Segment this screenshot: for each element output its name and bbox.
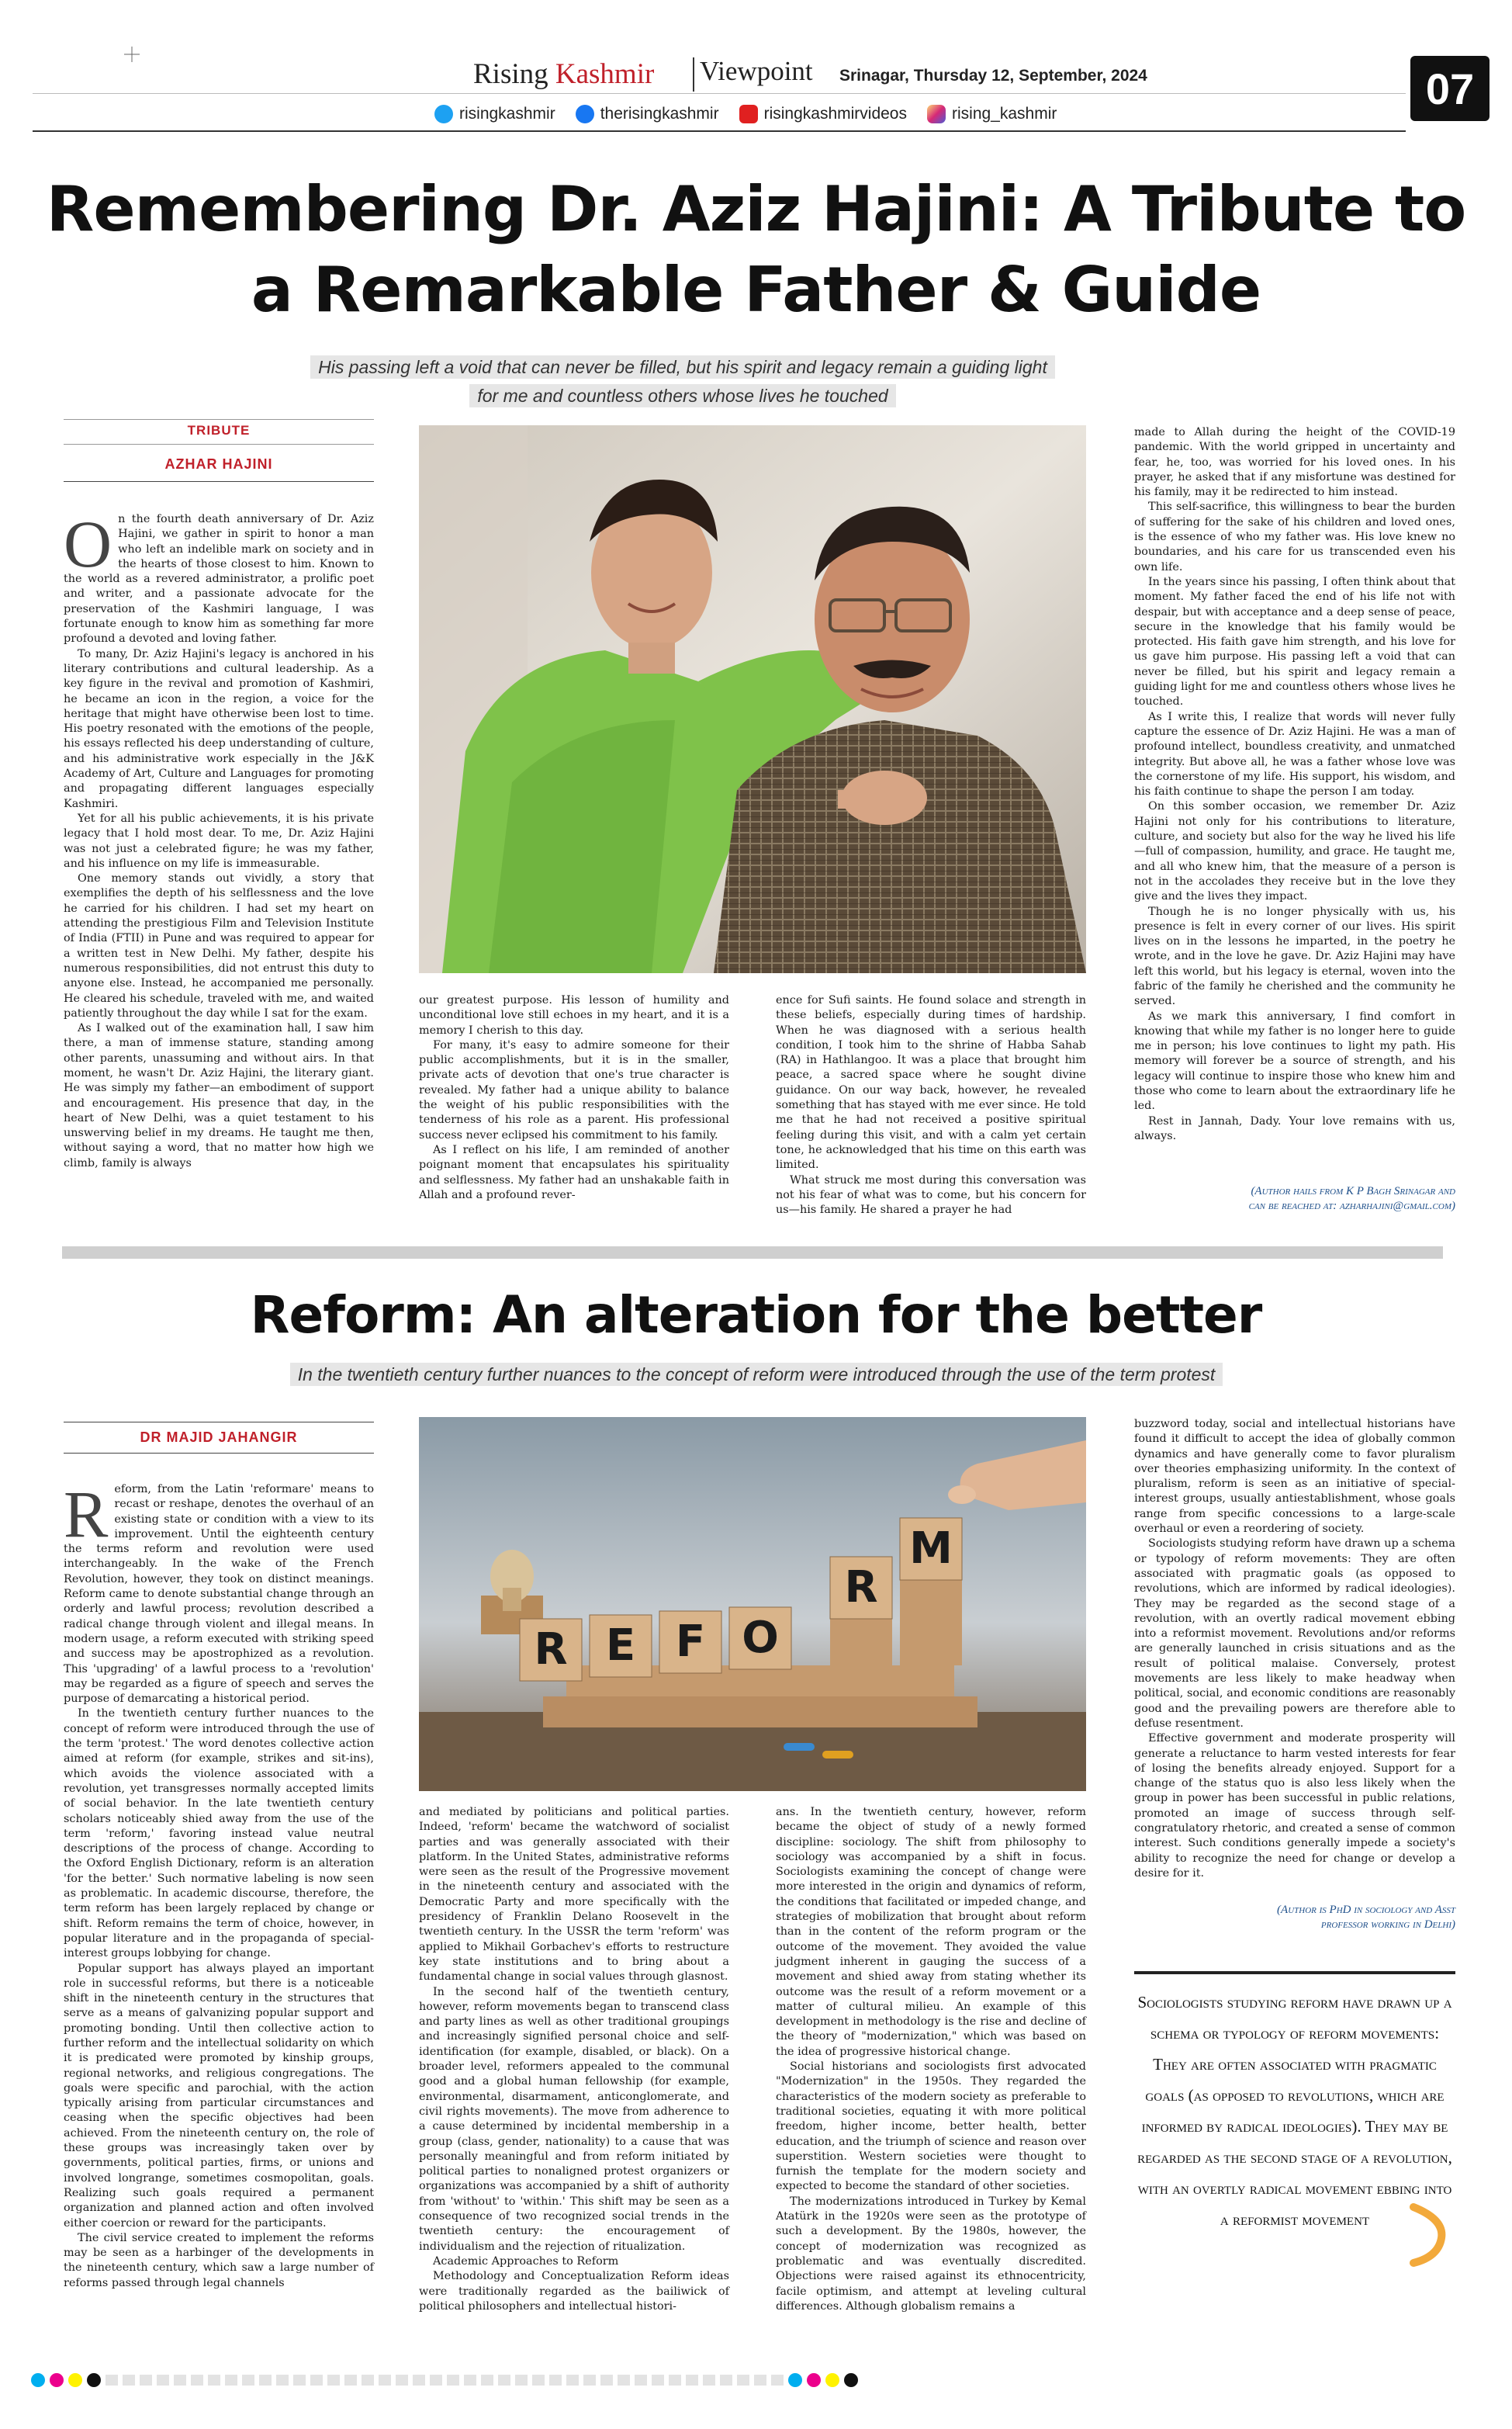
article2-deck-text: In the twentieth century further nuances to the concept of reform were introduced through the use of the term protest <box>290 1363 1223 1386</box>
article1-headline-line1: Remembering Dr. Aziz Hajini: A Tribute to <box>46 173 1466 245</box>
youtube-icon <box>739 105 758 123</box>
social-instagram[interactable] <box>927 105 1057 123</box>
yellow-swatch <box>825 2373 839 2387</box>
paragraph: Social historians and sociologists first advocated "Modernization" in the 1950s. They regarded the characteristics of the modern society as preferable to traditional societies, equating it with more political freedom, higher income, better health, better education, and the triumph of science and reason over superstition. Western societies were thought to furnish the template for the modern society and expected to become the standard of other societies. <box>776 2060 1086 2193</box>
tint-tile <box>293 2375 306 2386</box>
tint-tile <box>703 2375 715 2386</box>
article1-deck-line1: His passing left a void that can never be filled, but his spirit and legacy remain a guiding light <box>310 355 1055 379</box>
paragraph: Yet for all his public achievements, it is his private legacy that I hold most dear. To me, Dr. Aziz Hajini was not just a celebrated figure; he was my father, and his influence on my life is immeasurable. <box>64 812 374 870</box>
paragraph: Rest in Jannah, Dady. Your love remains with us, always. <box>1134 1114 1455 1142</box>
tint-tile <box>310 2375 323 2386</box>
paragraph: As I walked out of the examination hall, I saw him there, a man of immense stature, standing among other parents, unassuming and without airs. In that moment, he wasn't Dr. Aziz Hajini, the literary giant. He was simply my father—an embodiment of support and encouragement. His presence that day, in the heart of New Delhi, was a quiet testament to his unswerving belief in my dreams. He taught me then, without saying a word, that no matter how high we climb, family is always <box>64 1022 374 1169</box>
cyan-swatch <box>788 2373 802 2387</box>
paragraph: As I reflect on his life, I am reminded of another poignant moment that encapsulates his spirituality and selflessness. My father had an unshakable faith in Allah and a profound rever- <box>419 1143 729 1201</box>
paragraph: Methodology and Conceptualization Reform ideas were traditionally regarded as the bailiwick of political philosophers and intellectual histori- <box>419 2270 729 2313</box>
section-divider <box>62 1246 1443 1259</box>
tint-tile <box>208 2375 220 2386</box>
father-son-photo <box>419 425 1086 973</box>
article2-column-1 <box>64 1477 374 2289</box>
tint-tile <box>327 2375 340 2386</box>
tint-tile <box>430 2375 442 2386</box>
social-twitter[interactable] <box>434 105 555 123</box>
social-handles <box>434 101 1057 127</box>
instagram-icon <box>927 105 946 123</box>
article1-headline <box>31 169 1481 331</box>
pullquote: Sociologists studying reform have drawn up a schema or typology of reform movements: They are often associated with pragmatic goals (as opposed to revolutions, which are informed by radical ideologies). They may be regarded as the second stage of a revolution, with an overtly radical movement ebbing into a reformist movement <box>1137 1993 1452 2229</box>
tint-tile <box>379 2375 391 2386</box>
tint-tile <box>106 2375 118 2386</box>
paragraph: buzzword today, social and intellectual historians have found it difficult to accept the idea of globally common dynamics and have generally come to favor pluralism over theories emphasizing uniformity. In the context of pluralism, reform is seen as an initiative of special-interest groups, usually antiestablishment, whose goals range from specific concessions to a large-scale overhaul or even a reordering of society. <box>1134 1418 1455 1536</box>
youtube-handle: risingkashmirvideos <box>763 105 907 123</box>
paragraph: made to Allah during the height of the COVID-19 pandemic. With the world gripped in uncertainty and fear, he, too, was worried for his loved ones. In his prayer, he asked that if any misfortune was destined for his family, may it be redirected to him instead. <box>1134 426 1455 499</box>
tint-tile <box>771 2375 784 2386</box>
registration-mark-icon <box>124 47 140 62</box>
magenta-swatch <box>807 2373 821 2387</box>
tint-tile <box>600 2375 613 2386</box>
black-swatch <box>844 2373 858 2387</box>
tint-tile <box>532 2375 545 2386</box>
reform-letter: F <box>675 1616 706 1667</box>
tint-tile <box>737 2375 749 2386</box>
paragraph: One memory stands out vividly, a story that exemplifies the depth of his selflessness and the love he carried for his children. I had set my heart on attending the prestigious Film and Television Institute of India (FTII) in Pune and was required to appear for a written test in New Delhi. My father, despite his numerous responsibilities, did not entrust this duty to anyone else. Instead, he accompanied me personally. He cleared his schedule, traveled with me, and waited patiently throughout the day while I sat for the exam. <box>64 872 374 1020</box>
print-color-bar <box>31 2371 1481 2389</box>
tint-tile <box>549 2375 562 2386</box>
paragraph: What struck me most during this conversation was not his fear of what was to come, but his concern for us—his family. He shared a prayer he had <box>776 1173 1086 1217</box>
tint-tile <box>225 2375 237 2386</box>
reform-letter: R <box>844 1562 878 1613</box>
masthead-kashmir: Kashmir <box>555 58 655 90</box>
tint-tile <box>481 2375 493 2386</box>
paragraph: To many, Dr. Aziz Hajini's legacy is anchored in his literary contributions and cultural leadership. As a key figure in the revival and promotion of Kashmiri, he became an icon in the region, a voice for the heritage that might have otherwise been lost to time. His poetry resonated with the emotions of the people, his essays reflected his deep understanding of culture, and his administrative work especially in the J&K Academy of Art, Culture and Languages for promoting and propagating different languages especially Kashmiri. <box>64 647 374 810</box>
paragraph: and mediated by politicians and political parties. Indeed, 'reform' became the watchword of socialist parties and was generally associated with their platform. In the United States, administrative reforms were seen as the result of the Progressive movement in the nineteenth century and associated with the Democratic Party and more specifically with the presidency of Franklin Delano Roosevelt in the twentieth century. In the USSR the term 'reform' was applied to Mikhail Gorbachev's efforts to restructure key state institutions and to bring about a fundamental change in social values through glasnost. <box>419 1806 729 1984</box>
instagram-handle: rising_kashmir <box>952 105 1057 123</box>
social-youtube[interactable] <box>739 105 907 123</box>
paragraph: Sociologists studying reform have drawn up a schema or typology of reform movements: They are often associated with pragmatic goals (as opposed to revolutions, which are informed by radical ideologies). They may be regarded as the second stage of a revolution, with an overtly radical movement ebbing into a reformist movement. Revolutions and/or reforms are generally launched in crisis situations and as the result of political malaise. Conversely, protest movements are less likely to make headway when political, social, and economic conditions are reasonably good and the prevailing powers are therefore able to defuse resentment. <box>1134 1537 1455 1730</box>
tint-tile <box>754 2375 766 2386</box>
dateline: Srinagar, Thursday 12, September, 2024 <box>839 67 1147 85</box>
magenta-swatch <box>50 2373 64 2387</box>
byline-rule-bottom <box>64 1453 374 1454</box>
article1-byline: AZHAR HAJINI <box>164 456 273 472</box>
author-note-line2: can be reached at: azharhajini@gmail.com) <box>1248 1200 1455 1212</box>
article1-column-3 <box>776 993 1086 1226</box>
tint-tile <box>652 2375 664 2386</box>
paragraph: This self-sacrifice, this willingness to bear the burden of suffering for the sake of his children and loved ones, is the essence of who my father was. His love knew no boundaries, and his care for us transcended even his own life. <box>1134 501 1455 573</box>
page-number: 07 <box>1410 56 1490 121</box>
tint-tile <box>447 2375 459 2386</box>
paragraph: Though he is no longer physically with us, his presence is felt in every corner of our lives. His spirit lives on in the lessons he imparted, in the poetry he wrote, and in the love he gave. Dr. Aziz Hajini may have left this world, but his legacy is eternal, woven into the fabric of the family he cherished and the community he served. <box>1134 905 1455 1008</box>
tint-tile <box>618 2375 630 2386</box>
tint-tile <box>242 2375 254 2386</box>
tint-tile <box>498 2375 510 2386</box>
cyan-swatch <box>31 2373 45 2387</box>
tint-tile <box>259 2375 272 2386</box>
tint-tile <box>191 2375 203 2386</box>
social-facebook[interactable] <box>576 105 719 123</box>
twitter-handle: risingkashmir <box>459 105 555 123</box>
black-swatch <box>87 2373 101 2387</box>
tint-tile <box>140 2375 152 2386</box>
subheading: Academic Approaches to Reform <box>433 2254 619 2268</box>
tint-tile <box>515 2375 528 2386</box>
tint-tile <box>174 2375 186 2386</box>
article2-column-3 <box>776 1805 1086 2313</box>
tint-tile <box>583 2375 596 2386</box>
pullquote-rule <box>1134 1971 1455 1974</box>
tint-tile <box>669 2375 681 2386</box>
tint-tile <box>413 2375 425 2386</box>
article1-kicker: TRIBUTE <box>187 423 251 438</box>
reform-letter: R <box>534 1624 568 1675</box>
tint-tile <box>362 2375 374 2386</box>
paragraph: As we mark this anniversary, I find comfort in knowing that while my father is no longer here to guide me in person; his love continues to light my path. His memory will forever be a source of strength, and his legacy will continue to inspire those who knew him and those who come to learn about the extraordinary life he led. <box>1134 1010 1455 1113</box>
article1-column-4 <box>1134 425 1455 1176</box>
reform-blocks-illustration <box>419 1417 1086 1791</box>
tint-tile <box>566 2375 579 2386</box>
article1-deck-line2: for me and countless others whose lives he touched <box>469 384 895 407</box>
header-rule-bottom <box>33 130 1406 132</box>
article1-column-1 <box>64 507 374 1222</box>
paragraph: Popular support has always played an important role in successful reforms, but there is a noticeable shift in the nineteenth century in the structures that serve as a means of galvanizing popular support and promoting bonding. Until then collective action to further reform and the intellectual solidarity on which it is predicated were promoted by kinship groups, regional networks, and religious congregations. The goals were specific and parochial, with the action typically arising from particular circumstances and ceasing when the specific objectives had been achieved. From the nineteenth century on, the role of these groups was increasingly taken over by governments, political parties, firms, or unions and involved longrange, sometimes cosmopolitan, goals. Realizing such goals required a permanent organization and planned action and often involved either coercion or reward for the participants. <box>64 1962 374 2230</box>
paragraph: The modernizations introduced in Turkey by Kemal Atatürk in the 1920s were seen as the prototype of such a development. By the 1980s, however, the concept of modernization was recognized as problematic and was eventually discredited. Objections were raised against its ethnocentricity, facile optimism, and attempt at leveling cultural differences. Although globalism remains a <box>776 2195 1086 2313</box>
article2-dropcap: R <box>64 1477 109 1551</box>
reform-blocks-photo <box>419 1417 1086 1791</box>
article1-author-note <box>1117 1184 1455 1214</box>
father-son-photo-illustration <box>419 425 1086 973</box>
paragraph: eform, from the Latin 'reformare' means to recast or reshape, denotes the overhaul of an existing state or condition with a view to its improvement. Until the eighteenth century the terms reform and revolution were used interchangeably. In the wake of the French Revolution, however, they took on distinct meanings. Reform came to denote substantial change through an orderly and lawful process; revolution described a radical change through violent and illegal means. In modern usage, a reform executed with striking speed and success may be apostrophized as a revolution. This 'upgrading' of a lawful process to a 'revolution' may be regarded as a figure of speech and serves the purpose of demarcating a historical period. <box>64 1483 374 1706</box>
tint-tile <box>157 2375 169 2386</box>
tint-tile <box>276 2375 289 2386</box>
tint-tile <box>720 2375 732 2386</box>
paragraph: In the years since his passing, I often think about that moment. My father faced the end of his life not with despair, but with acceptance and a deep sense of peace, secure in the knowledge that his family would be protected. His faith gave him strength, and his love for us gave him purpose. His passing left a void that can never be filled, but his spirit and legacy remain a guiding light for me and countless others whose lives he touched. <box>1134 575 1455 709</box>
tint-tile <box>123 2375 135 2386</box>
article1-headline-line2: a Remarkable Father & Guide <box>251 254 1261 326</box>
masthead-logo <box>473 57 654 91</box>
author-note-line1: (Author is PhD in sociology and Asst <box>1277 1904 1455 1916</box>
facebook-handle: therisingkashmir <box>600 105 719 123</box>
paragraph: On this somber occasion, we remember Dr. Aziz Hajini not only for his contributions to literature, culture, and society but also for the way he lived his life—full of compassion, humility, and grace. He taught me, and all who knew him, that the measure of a person is not in the accolades they receive but in the love they give and the lives they impact. <box>1134 800 1455 903</box>
byline-rule <box>64 481 374 482</box>
article1-column-2 <box>419 993 729 1226</box>
author-note-line1: (Author hails from K P Bagh Srinagar and <box>1251 1185 1455 1197</box>
facebook-icon <box>576 105 594 123</box>
paragraph: our greatest purpose. His lesson of humility and unconditional love still echoes in my heart, and it is a memory I cherish to this day. <box>419 994 729 1037</box>
pullquote-mark-icon <box>1406 2204 1449 2266</box>
article2-byline: DR MAJID JAHANGIR <box>140 1429 298 1445</box>
paragraph: ans. In the twentieth century, however, reform became the object of study of a newly formed discipline: sociology. The shift from philosophy to sociology was accompanied by a shift in focus. Sociologists examining the concept of change were more interested in the origin and dynamics of reform, the conditions that facilitated or impeded change, and strategies of mobilization that brought about reform than in the content of the reform program or the outcome of the movement. They avoided the value judgment inherent in gauging the success of a movement and shied away from stating whether its outcome was the result of a reform movement or a matter of cultural milieu. An example of this development in methodology is the rise and decline of the theory of "modernization," which was based on the idea of progressive historical change. <box>776 1806 1086 2058</box>
kicker-rule <box>64 419 374 420</box>
author-note-line2: professor working in Delhi) <box>1320 1918 1455 1931</box>
paragraph: ence for Sufi saints. He found solace and strength in these beliefs, especially during times of hardship. When he was diagnosed with a serious health condition, I took him to the shrine of Habba Sahab (RA) in Hathlangoo. It was a place that brought him peace, a sacred space where he sought divine guidance. On our way back, however, he revealed something that has stayed with me ever since. He told me that he had not received a positive spiritual feeling during this visit, and with a calm yet certain tone, he acknowledged that his time on this earth was limited. <box>776 994 1086 1172</box>
paragraph: Effective government and moderate prosperity will generate a reluctance to harm vested interests for fear of losing the benefits already enjoyed. Support for a change of the status quo is also less likely when the group in power has been successful in public relations, promoted an image of success through self-congratulatory rhetoric, and created a sense of common interest. Such conditions generally impede a society's ability to recognize the need for change or develop a desire for it. <box>1134 1732 1455 1880</box>
article2-column-2 <box>419 1805 729 2313</box>
article2-author-note <box>1117 1903 1455 1932</box>
twitter-icon <box>434 105 453 123</box>
paragraph: In the twentieth century further nuances to the concept of reform were introduced through the use of the term 'protest.' The word denotes collective action aimed at reform (for example, strikes and sit-ins), which avoids the violence associated with a revolution, yet transgresses normally accepted limits of social behavior. In the late twentieth century scholars noticeably shied away from the use of the term 'reform,' favoring instead value neutral descriptions of the process of change. According to the Oxford English Dictionary, reform is an alteration 'for the better.' Such normative labeling is now seen as problematic. In academic discourse, therefore, the term reform has been largely replaced by change or shift. Reform remains the term of choice, however, in popular literature and in the propaganda of special-interest groups lobbying for change. <box>64 1707 374 1960</box>
tint-tile <box>464 2375 476 2386</box>
article1-dropcap: O <box>64 507 112 581</box>
kicker-rule-bottom <box>64 444 374 445</box>
masthead-rising: Rising <box>473 58 555 90</box>
tint-tile <box>686 2375 698 2386</box>
article2-headline: Reform: An alteration for the better <box>250 1285 1262 1345</box>
article1-deck <box>279 354 1086 411</box>
tint-tile <box>344 2375 357 2386</box>
section-name: Viewpoint <box>700 56 813 86</box>
paragraph: As I write this, I realize that words will never fully capture the essence of Dr. Aziz Hajini. He was a man of profound intellect, boundless creativity, and unmatched integrity. But above all, he was a father whose love was the cornerstone of my life. His support, his wisdom, and his faith continue to shape the person I am today. <box>1134 710 1455 799</box>
paragraph: The civil service created to implement the reforms may be seen as a harbinger of the developments in the nineteenth century, which saw a large number of reforms passed through legal channels <box>64 2231 374 2289</box>
article2-column-4 <box>1134 1417 1455 1890</box>
paragraph: In the second half of the twentieth century, however, reform movements began to transcend class and party lines as well as other traditional groupings and increasingly signified personal choice and self-identification (for example, disabled, or black). On a broader level, reformers appealed to the communal good and a global human fellowship (for example, environmental, disarmament, anticonglomerate, and civil rights movements). The move from adherence to a cause determined by incidental membership in a group (class, gender, nationality) to a cause that was personally meaningful and from reform initiated by political parties to nonaligned protest organizers or organizations was accompanied by a shift of authority from 'without' to 'within.' This shift may be seen as a consequence of two recognized social trends in the twentieth century: the encouragement of individualism and the rejection of ritualization. <box>419 1985 729 2253</box>
paragraph: For many, it's easy to admire someone for their public accomplishments, but it is in the smaller, private acts of devotion that one's true character is revealed. My father had a unique ability to balance the weight of his public responsibilities with the tenderness of his role as a parent. His professional success never eclipsed his commitment to his family. <box>419 1038 729 1142</box>
header-rule <box>33 93 1406 94</box>
article2-deck <box>202 1361 1311 1390</box>
tint-tile <box>396 2375 408 2386</box>
tint-tile <box>635 2375 647 2386</box>
paragraph: n the fourth death anniversary of Dr. Aziz Hajini, we gather in spirit to honor a man who left an indelible mark on society and in the hearts of those closest to him. Known to the world as a revered administrator, a prolific poet and writer, and a passionate advocate for the preservation of the Kashmiri language, I was fortunate enough to know him as something far more profound a devoted and loving father. <box>64 513 374 646</box>
header-divider <box>693 57 694 92</box>
yellow-swatch <box>68 2373 82 2387</box>
reform-letter: E <box>605 1620 636 1671</box>
reform-letter: O <box>742 1613 779 1663</box>
reform-letter: M <box>909 1523 953 1574</box>
